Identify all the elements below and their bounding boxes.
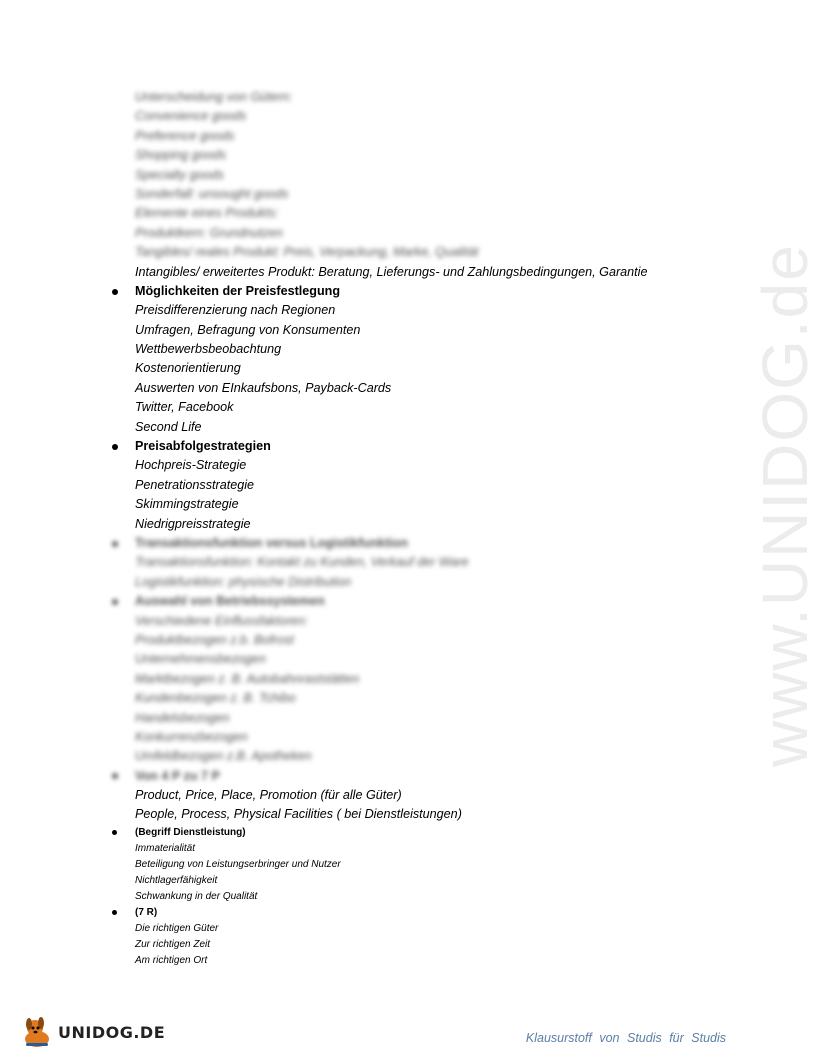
line-text: Schwankung in der Qualität xyxy=(135,890,258,902)
list-item xyxy=(0,612,750,631)
line-text: Beteiligung von Leistungserbringer und Nutzer xyxy=(135,858,341,870)
line-text: Specialty goods xyxy=(135,167,224,182)
list-item xyxy=(0,301,750,320)
logo-text: UNIDOG.DE xyxy=(58,1022,166,1042)
list-item xyxy=(0,873,750,889)
line-text: Hochpreis-Strategie xyxy=(135,458,247,473)
line-text: Skimmingstrategie xyxy=(135,497,239,512)
bullet-heading xyxy=(0,825,750,841)
list-item xyxy=(0,728,750,747)
line-text: Nichtlagerfähigkeit xyxy=(135,874,218,886)
list-item xyxy=(0,243,750,262)
line-text: Umfeldbezogen z.B. Apotheken xyxy=(135,749,312,764)
line-text: Wettbewerbsbeobachtung xyxy=(135,342,282,357)
list-item xyxy=(0,841,750,857)
line-text: Product, Price, Place, Promotion (für alle Güter) xyxy=(135,788,402,803)
line-text: Convenience goods xyxy=(135,109,247,124)
list-item xyxy=(0,650,750,669)
list-item xyxy=(0,340,750,359)
bullet-heading xyxy=(0,767,750,786)
line-text: Shopping goods xyxy=(135,148,227,163)
document-content xyxy=(0,88,750,969)
list-item xyxy=(0,456,750,475)
list-item xyxy=(0,476,750,495)
list-item xyxy=(0,515,750,534)
unidog-logo[interactable] xyxy=(22,1012,165,1052)
line-text: Intangibles/ erweitertes Produkt: Beratung, Lieferungs- und Zahlungsbedingungen, Garantie xyxy=(135,264,648,279)
list-item xyxy=(0,921,750,937)
line-text: Produktkern: Grundnutzen xyxy=(135,225,283,240)
bullet-icon xyxy=(112,289,118,295)
footer-tagline: Klausurstoff von Studis für Studis xyxy=(525,1031,726,1045)
list-item xyxy=(0,107,750,126)
list-item xyxy=(0,321,750,340)
list-item xyxy=(0,747,750,766)
list-item xyxy=(0,379,750,398)
bullet-icon xyxy=(112,541,118,547)
line-text: (7 R) xyxy=(135,906,158,918)
line-text: Auswahl von Betriebssystemen xyxy=(135,594,325,609)
line-text: Produktbezogen z.b. Bofrost xyxy=(135,632,294,647)
line-text: Konkurrenzbezogen xyxy=(135,729,248,744)
list-item xyxy=(0,805,750,824)
line-text: Tangibles/ reales Produkt: Preis, Verpackung, Marke, Qualität xyxy=(135,245,479,260)
bullet-heading xyxy=(0,534,750,553)
list-item xyxy=(0,418,750,437)
list-item xyxy=(0,166,750,185)
line-text: Verschiedene Einflussfaktoren: xyxy=(135,613,309,628)
line-text: Transaktionsfunktion versus Logistikfunktion xyxy=(135,535,408,550)
line-text: Unterscheidung von Gütern: xyxy=(135,90,293,104)
line-text: Möglichkeiten der Preisfestlegung xyxy=(135,283,341,298)
dog-logo-icon xyxy=(22,1015,56,1049)
list-item xyxy=(0,224,750,243)
list-item xyxy=(0,204,750,223)
bullet-heading xyxy=(0,437,750,456)
line-text: Umfragen, Befragung von Konsumenten xyxy=(135,322,361,337)
line-text: Handelsbezogen xyxy=(135,710,230,725)
list-item xyxy=(0,263,750,282)
line-text: Die richtigen Güter xyxy=(135,922,219,934)
list-item xyxy=(0,953,750,969)
list-item xyxy=(0,786,750,805)
list-item xyxy=(0,670,750,689)
list-item xyxy=(0,88,750,107)
list-item xyxy=(0,146,750,165)
bullet-icon xyxy=(112,444,118,450)
line-text: Elemente eines Produkts: xyxy=(135,206,279,221)
line-text: Am richtigen Ort xyxy=(135,954,208,966)
list-item xyxy=(0,127,750,146)
watermark: www.UNIDOG.de xyxy=(749,243,821,767)
line-text: Unternehmensbezogen xyxy=(135,652,266,667)
list-item xyxy=(0,359,750,378)
bullet-heading xyxy=(0,905,750,921)
line-text: Penetrationsstrategie xyxy=(135,477,255,492)
line-text: Second Life xyxy=(135,419,202,434)
line-text: Sonderfall: unsought goods xyxy=(135,186,289,201)
list-item xyxy=(0,857,750,873)
bullet-heading xyxy=(0,282,750,301)
line-text: Preisdifferenzierung nach Regionen xyxy=(135,303,336,318)
list-item xyxy=(0,573,750,592)
line-text: Marktbezogen z. B. Autobahnraststätten xyxy=(135,671,360,686)
line-text: Zur richtigen Zeit xyxy=(135,938,211,950)
list-item xyxy=(0,631,750,650)
line-text: Niedrigpreisstrategie xyxy=(135,516,251,531)
bullet-icon xyxy=(112,773,118,779)
bullet-heading xyxy=(0,592,750,611)
list-item xyxy=(0,185,750,204)
line-text: Von 4 P zu 7 P xyxy=(135,768,220,783)
line-text: Kundenbezogen z. B. Tchibo xyxy=(135,691,296,706)
line-text: (Begriff Dienstleistung) xyxy=(135,826,246,838)
bullet-icon xyxy=(112,599,118,605)
line-text: Twitter, Facebook xyxy=(135,400,234,415)
line-text: Preference goods xyxy=(135,128,235,143)
bullet-icon xyxy=(112,910,117,915)
line-text: Immaterialität xyxy=(135,842,196,854)
list-item xyxy=(0,398,750,417)
line-text: Kostenorientierung xyxy=(135,361,241,376)
list-item xyxy=(0,937,750,953)
list-item xyxy=(0,553,750,572)
list-item xyxy=(0,889,750,905)
list-item xyxy=(0,689,750,708)
list-item xyxy=(0,495,750,514)
line-text: Preisabfolgestrategien xyxy=(135,439,271,454)
line-text: Transaktionsfunktion: Kontakt zu Kunden, Verkauf der Ware xyxy=(135,555,469,570)
line-text: People, Process, Physical Facilities ( bei Dienstleistungen) xyxy=(135,807,462,822)
line-text: Auswerten von EInkaufsbons, Payback-Cards xyxy=(135,380,392,395)
line-text: Logistikfunktion: physische Distribution xyxy=(135,574,352,589)
list-item xyxy=(0,709,750,728)
bullet-icon xyxy=(112,830,117,835)
